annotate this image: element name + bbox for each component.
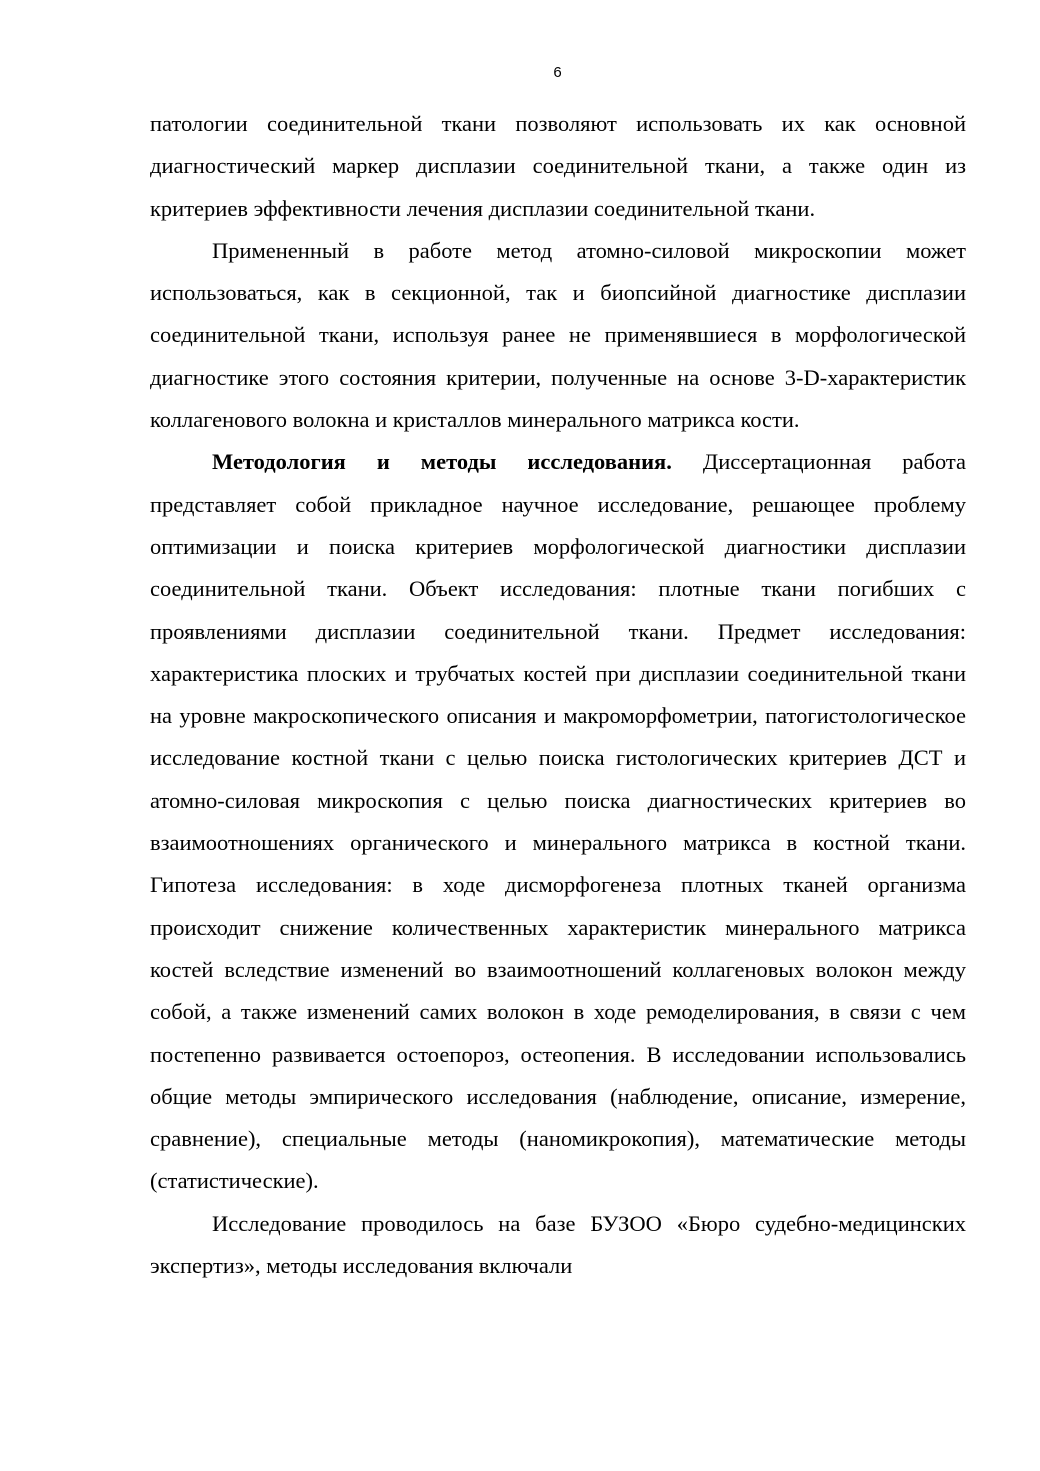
paragraph-afm-method: Примененный в работе метод атомно-силовой микроскопии может использоваться, как в секционной, так и биопсийной диагностике дисплазии соединительной ткани, используя ранее не применявшиеся в морфологической диагностике этого состояния критерии, полученные на основе 3-D-характеристик коллагенового волокна и кристаллов минерального матрикса кости.: [150, 237, 966, 433]
paragraph-methodology: [150, 441, 966, 1202]
paragraph-continuation: патологии соединительной ткани позволяют использовать их как основной диагностический маркер дисплазии соединительной ткани, а также один из критериев эффективности лечения дисплазии соединительной ткани.: [150, 111, 966, 221]
page-number: 6: [553, 64, 562, 81]
paragraph-research-base: Исследование проводилось на базе БУЗОО «Бюро судебно-медицинских экспертиз», методы исследования включали: [150, 1210, 966, 1279]
methodology-heading: Методология и методы исследования.: [212, 449, 672, 475]
methodology-text: Диссертационная работа представляет собой прикладное научное исследование, решающее проблему оптимизации и поиска критериев морфологической диагностики дисплазии соединительной ткани. Объект исследования: плотные ткани погибших с проявлениями дисплазии соединительной ткани. Предмет исследования: характеристика плоских и трубчатых костей при дисплазии соединительной ткани на уровне макроскопического описания и макроморфометрии, патогистологическое исследование костной ткани с целью поиска гистологических критериев ДСТ и атомно-силовая микроскопия с целью поиска диагностических критериев во взаимоотношениях органического и минерального матрикса в костной ткани. Гипотеза исследования: в ходе дисморфогенеза плотных тканей организма происходит снижение количественных характеристик минерального матрикса костей вследствие изменений во взаимоотношений коллагеновых волокон между собой, а также изменений самих волокон в ходе ремоделирования, в связи с чем постепенно развивается остоепороз, остеопения. В исследовании использовались общие методы эмпирического исследования (наблюдение, описание, измерение, сравнение), специальные методы (наномикрокопия), математические методы (статистические).: [150, 449, 966, 1194]
text-body: [150, 103, 966, 1287]
